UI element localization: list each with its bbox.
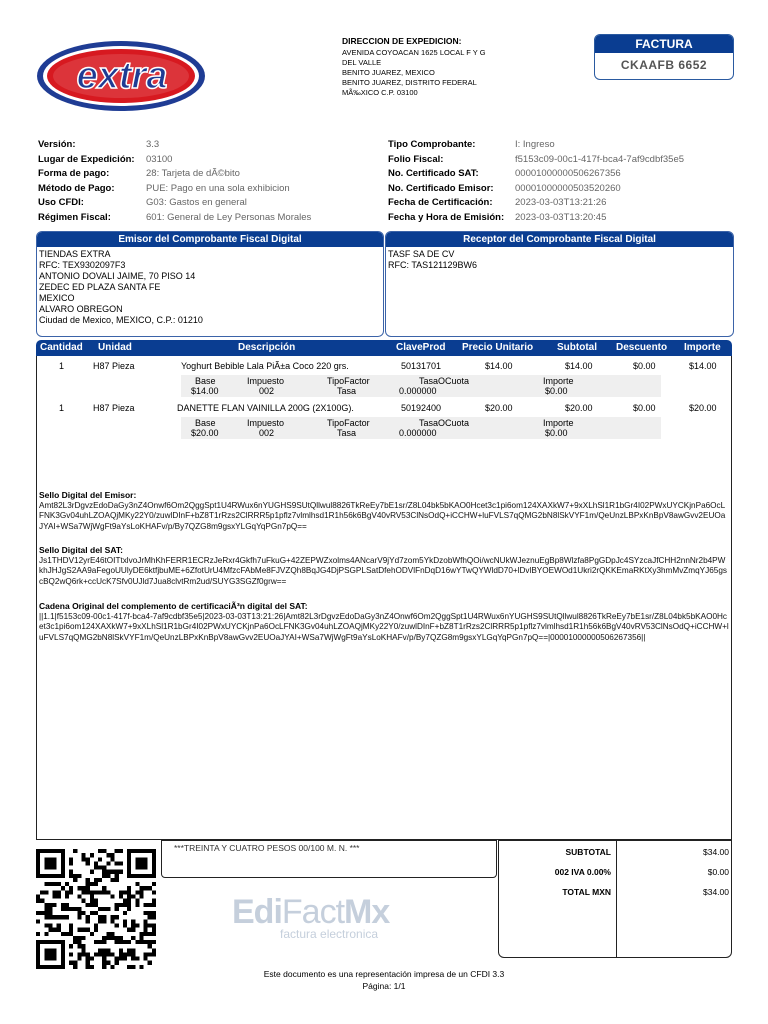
cell-subtotal: $14.00 <box>565 361 593 371</box>
cell-precio: $20.00 <box>485 403 513 413</box>
total-value: $34.00 <box>703 847 729 857</box>
edifact-brand-b: Fact <box>281 893 345 931</box>
tax-header: Base <box>195 376 216 386</box>
tax-importe-block <box>541 375 661 397</box>
cell-clave: 50192400 <box>401 403 442 413</box>
cell-unidad: H87 Pieza <box>93 361 135 371</box>
tax-tasa: 0.000000 <box>399 386 437 396</box>
col-subtotal: Subtotal <box>557 342 597 353</box>
expedition-line: DEL VALLE <box>342 58 382 67</box>
expedition-line: AVENIDA COYOACAN 1625 LOCAL F Y G <box>342 48 486 57</box>
total-value: $34.00 <box>703 887 729 897</box>
tax-header: TipoFactor <box>327 376 370 386</box>
items-table-body <box>36 356 732 840</box>
sello-emisor <box>39 490 729 532</box>
sello-sat-title: Sello Digital del SAT: <box>39 545 123 555</box>
tax-header: Impuesto <box>247 418 285 428</box>
edifact-logo <box>232 895 432 941</box>
receptor-title: Receptor del Comprobante Fiscal Digital <box>386 232 733 247</box>
info-label: Tipo Comprobante: <box>388 139 476 150</box>
emisor-line: ANTONIO DOVALI JAIME, 70 PISO 14 <box>39 271 196 281</box>
info-label: Método de Pago: <box>38 182 115 194</box>
col-unidad: Unidad <box>98 342 132 353</box>
col-precio: Precio Unitario <box>462 342 534 353</box>
cell-importe: $14.00 <box>689 361 717 371</box>
info-label: Régimen Fiscal: <box>38 211 111 223</box>
receptor-box <box>385 231 734 337</box>
expedition-address <box>342 36 562 98</box>
info-left <box>38 138 378 226</box>
footer-line: Este documento es una representación impresa de un CFDI 3.3 <box>263 969 505 979</box>
expedition-line: BENITO JUAREZ, MEXICO <box>342 68 435 77</box>
tax-detail <box>181 417 541 439</box>
tax-base: $14.00 <box>191 386 219 396</box>
info-label: Fecha y Hora de Emisión: <box>388 211 505 223</box>
cell-clave: 50131701 <box>401 361 442 371</box>
cadena-title: Cadena Original del complemento de certificaciÃ³n digital del SAT: <box>39 601 308 611</box>
info-value: 2023-03-03T13:21:26 <box>515 197 607 209</box>
factura-folio: CKAAFB 6652 <box>620 58 708 72</box>
info-value: 601: General de Ley Personas Morales <box>146 211 312 223</box>
emisor-line: RFC: TEX9302097F3 <box>39 260 126 270</box>
tax-header: TipoFactor <box>327 418 370 428</box>
receptor-line: TASF SA DE CV <box>388 249 455 259</box>
total-label: 002 IVA 0.00% <box>554 867 611 877</box>
total-label: TOTAL MXN <box>562 887 611 897</box>
info-label: Folio Fiscal: <box>388 153 444 165</box>
cell-cantidad: 1 <box>59 403 65 413</box>
cell-importe: $20.00 <box>689 403 717 413</box>
info-label: Versión: <box>38 139 76 150</box>
tax-tipo: Tasa <box>337 428 357 438</box>
edifact-brand-c: Mx <box>344 893 390 931</box>
tax-importe: $0.00 <box>545 386 568 396</box>
col-cantidad: Cantidad <box>40 342 83 353</box>
info-value: 28: Tarjeta de dÃ©bito <box>146 168 240 180</box>
info-label: No. Certificado Emisor: <box>388 182 494 194</box>
expedition-line: MÃ‰XICO C.P. 03100 <box>342 88 418 97</box>
cell-descuento: $0.00 <box>633 403 656 413</box>
info-value: f5153c09-00c1-417f-bca4-7af9cdbf35e5 <box>515 153 685 165</box>
sello-emisor-text: Amt82L3rDgvzEdoDaGy3nZ4Onwf6Om2QggSpt1U4RWux6nYUGHS9SUtQllwul8826TkReEy7bE1sr/Z8L04bk5bKAO0Hcet3c1pi6om124XAXkW7+9xXLhSl1R1bGr4I02PWxUYCKjnPa6OcLFNK3Gv04uhLZOAQjMKy22Y0/zuwlDInF+bZ8T1rRzs2ClRRR5p1pflz7vlmlhsd1R1h56k6BgV40vRV53ClNsOdQ+iCCHW+luFVLS7qQMG2bN8lSkVYF1m/QeUnzLBPxKnBpV8awGvv2EUOaJYAI+WSa7WjWgFt9aYsLoKHAFv/p/By7QZG8m9gsxYLGqYqPGn7pQ== <box>39 501 726 531</box>
tax-detail <box>181 375 541 397</box>
emisor-line: TIENDAS EXTRA <box>39 249 111 259</box>
info-label: Uso CFDI: <box>38 197 84 209</box>
cell-subtotal: $20.00 <box>565 403 593 413</box>
extra-logo <box>36 40 206 112</box>
tax-tipo: Tasa <box>337 386 357 396</box>
cell-precio: $14.00 <box>485 361 513 371</box>
info-label: Forma de pago: <box>38 168 110 180</box>
factura-title: FACTURA <box>595 35 733 53</box>
cell-descripcion: DANETTE FLAN VAINILLA 200G (2X100G). <box>177 403 354 413</box>
info-value: 3.3 <box>146 139 160 150</box>
logo-text: extra <box>76 55 168 97</box>
info-label: Lugar de Expedición: <box>38 153 135 165</box>
tax-header: TasaOCuota <box>419 418 470 428</box>
tax-importe-block <box>541 417 661 439</box>
page-number: Página: 1/1 <box>362 981 406 991</box>
emisor-line: MEXICO <box>39 293 75 303</box>
expedition-title: DIRECCION DE EXPEDICION: <box>342 36 462 46</box>
cadena-text: ||1.1|f5153c09-00c1-417f-bca4-7af9cdbf35e5|2023-03-03T13:21:26|Amt82L3rDgvzEdoDaGy3nZ4Onwf6Om2QggSpt1U4RWux6nYUGHS9SUtQllwul8826TkReEy7bE1sr/Z8L04bk5bKAO0Hcet3c1pi6om124XAXkW7+9xXLhSl1R1bGr4I02PWxUYCKjnPa6OcLFNK3Gv04uhLZOAQjMKy22Y0/zuwlDInF+bZ8T1rRzs2ClRRR5p1pflz7vlmlhsd1R1h56k6BgV40vRV53ClNsOdQ+iCCHW+luFVLS7qQMG2bN8lSkVYF1m/QeUnzLBPxKnBpV8awGvv2EUOaJYAI+WSa7WjWgFt9aYsLoKHAFv/p/By7QZG8m9gsxYLGqYqPGn7pQ==|00001000000506267356|| <box>39 612 729 642</box>
sello-sat-text: Js1THDV12yrE46tOITtxlvoJrMhKhFERR1ECRzJeRxr4Gkfh7uFkuG+42ZEPWZxolms4ANcarV9jYd7zom5YkDzobWfhQOi/wcNUkWJeznuEgBp8Wlzfa8PgGDpJc4SYzcaJfCHH2nnNr2b4PWkhJHJgS2AA9aFegoUUlyDE6ktfjbuME+6ZfotUrU4MfzcFAbMe8FJVZQh8BqJG4DjPSGPLSatDfehODVlFnDqD16wYTwQYWldD70+lDvlBYOEWOd1Ukri2rQKKEmaRKtXy3hmMvZmqYJ65gscBQ2wQ6rk+ccUcK7Sfv0UJld7Jua8clvtRm2ud/SUYG3SGZf0grw== <box>39 556 727 586</box>
emisor-line: Ciudad de Mexico, MEXICO, C.P.: 01210 <box>39 315 203 325</box>
tax-impuesto: 002 <box>259 428 275 438</box>
edifact-brand-a: Edi <box>232 893 282 931</box>
receptor-line: RFC: TAS121129BW6 <box>388 260 478 270</box>
totals-box <box>498 840 732 958</box>
tax-importe: $0.00 <box>545 428 568 438</box>
factura-box <box>594 34 734 80</box>
col-claveprod: ClaveProd <box>396 342 446 353</box>
tax-impuesto: 002 <box>259 386 275 396</box>
emisor-title: Emisor del Comprobante Fiscal Digital <box>37 232 383 247</box>
emisor-line: ALVARO OBREGON <box>39 304 123 314</box>
total-value: $0.00 <box>707 867 729 877</box>
col-descripcion: Descripción <box>238 342 296 353</box>
emisor-line: ZEDEC ED PLAZA SANTA FE <box>39 282 161 292</box>
tax-header: Importe <box>543 376 574 386</box>
tax-tasa: 0.000000 <box>399 428 437 438</box>
amount-in-words: ***TREINTA Y CUATRO PESOS 00/100 M. N. *** <box>161 840 497 878</box>
cell-cantidad: 1 <box>59 361 65 371</box>
cell-unidad: H87 Pieza <box>93 403 135 413</box>
info-right <box>388 138 732 226</box>
col-descuento: Descuento <box>616 342 668 353</box>
cell-descripcion: Yoghurt Bebible Lala PiÃ±a Coco 220 grs. <box>181 361 349 371</box>
info-value: 2023-03-03T13:20:45 <box>515 211 607 223</box>
info-value: 03100 <box>146 153 173 165</box>
qr-code <box>36 846 156 972</box>
info-label: No. Certificado SAT: <box>388 168 479 180</box>
info-value: I: Ingreso <box>515 139 555 150</box>
info-value: G03: Gastos en general <box>146 197 247 209</box>
col-importe: Importe <box>684 342 721 353</box>
info-value: 00001000000503520260 <box>515 182 621 194</box>
tax-header: Importe <box>543 418 574 428</box>
tax-header: TasaOCuota <box>419 376 470 386</box>
cell-descuento: $0.00 <box>633 361 656 371</box>
sello-sat <box>39 545 729 587</box>
cadena-original <box>39 601 729 643</box>
edifact-tagline: factura electronica <box>280 927 379 941</box>
total-label: SUBTOTAL <box>565 847 611 857</box>
info-value: 00001000000506267356 <box>515 168 621 180</box>
emisor-box <box>36 231 384 337</box>
info-value: PUE: Pago en una sola exhibicion <box>146 182 290 194</box>
sello-emisor-title: Sello Digital del Emisor: <box>39 490 137 500</box>
info-label: Fecha de Certificación: <box>388 197 493 209</box>
tax-header: Base <box>195 418 216 428</box>
items-table-header <box>36 340 732 356</box>
footer <box>0 968 768 992</box>
expedition-line: BENITO JUAREZ, DISTRITO FEDERAL <box>342 78 477 87</box>
tax-header: Impuesto <box>247 376 285 386</box>
tax-base: $20.00 <box>191 428 219 438</box>
